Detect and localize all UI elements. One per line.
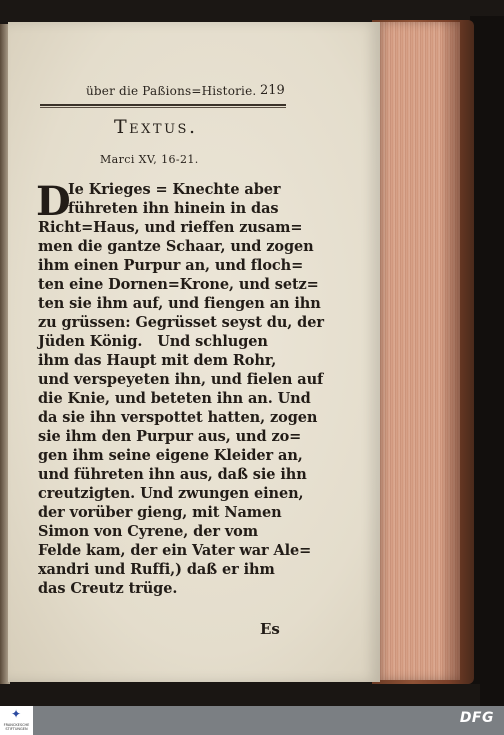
viewer-footer-bar xyxy=(0,706,504,735)
text-line: zu grüssen: Gegrüsset seyst du, der xyxy=(38,314,324,331)
text-line: ten sie ihm auf, und fiengen an ihn xyxy=(38,295,321,312)
scripture-reference: Marci XV, 16-21. xyxy=(100,153,199,166)
text-line: men die gantze Schaar, und zogen xyxy=(38,238,314,255)
text-line: creutzigten. Und zwungen einen, xyxy=(38,485,304,502)
text-line: der vorüber gieng, mit Namen xyxy=(38,504,282,521)
text-line: Richt=Haus, und rieffen zusam= xyxy=(38,219,303,236)
text-line: xandri und Ruffi,) daß er ihm xyxy=(38,561,275,578)
logo-text-line-2: STIFTUNGEN xyxy=(5,727,28,731)
book-bottom-shadow xyxy=(0,684,480,706)
book-cover-right xyxy=(470,16,504,706)
header-rule-thin xyxy=(40,107,286,108)
text-line: Felde kam, der ein Vater war Ale= xyxy=(38,542,312,559)
eagle-icon: ✦ xyxy=(10,707,22,721)
text-line: führeten ihn hinein in das xyxy=(68,200,279,217)
text-line: da sie ihn verspottet hatten, zogen xyxy=(38,409,318,426)
logo-text-line-1: FRANCKESCHE xyxy=(3,723,30,727)
section-title: Textus. xyxy=(114,116,198,138)
book-cover-top xyxy=(0,0,504,22)
page-edges xyxy=(376,22,460,680)
text-line: das Creutz trüge. xyxy=(38,580,178,597)
text-line: Simon von Cyrene, der vom xyxy=(38,523,258,540)
text-line: Jüden König. Und schlugen xyxy=(38,333,268,350)
text-line: sie ihm den Purpur aus, und zo= xyxy=(38,428,302,445)
book-page xyxy=(8,22,380,682)
text-line: und verspeyeten ihn, und fielen auf xyxy=(38,371,324,388)
text-line: ten eine Dornen=Krone, und setz= xyxy=(38,276,319,293)
dfg-logo[interactable]: DFG xyxy=(459,710,494,726)
text-line: ihm einen Purpur an, und floch= xyxy=(38,257,304,274)
institution-logo[interactable] xyxy=(0,706,33,735)
text-line: die Knie, und beteten ihn an. Und xyxy=(38,390,311,407)
text-line: ihm das Haupt mit dem Rohr, xyxy=(38,352,277,369)
drop-cap: D xyxy=(36,178,71,225)
text-line: gen ihm seine eigene Kleider an, xyxy=(38,447,303,464)
catchword: Es xyxy=(260,620,280,638)
text-line: und führeten ihn aus, daß sie ihn xyxy=(38,466,307,483)
page-number: 219 xyxy=(260,83,285,98)
running-head: über die Paßions=Historie. xyxy=(86,84,257,98)
header-rule xyxy=(40,104,286,106)
text-line: Ie Krieges = Knechte aber xyxy=(68,181,281,198)
